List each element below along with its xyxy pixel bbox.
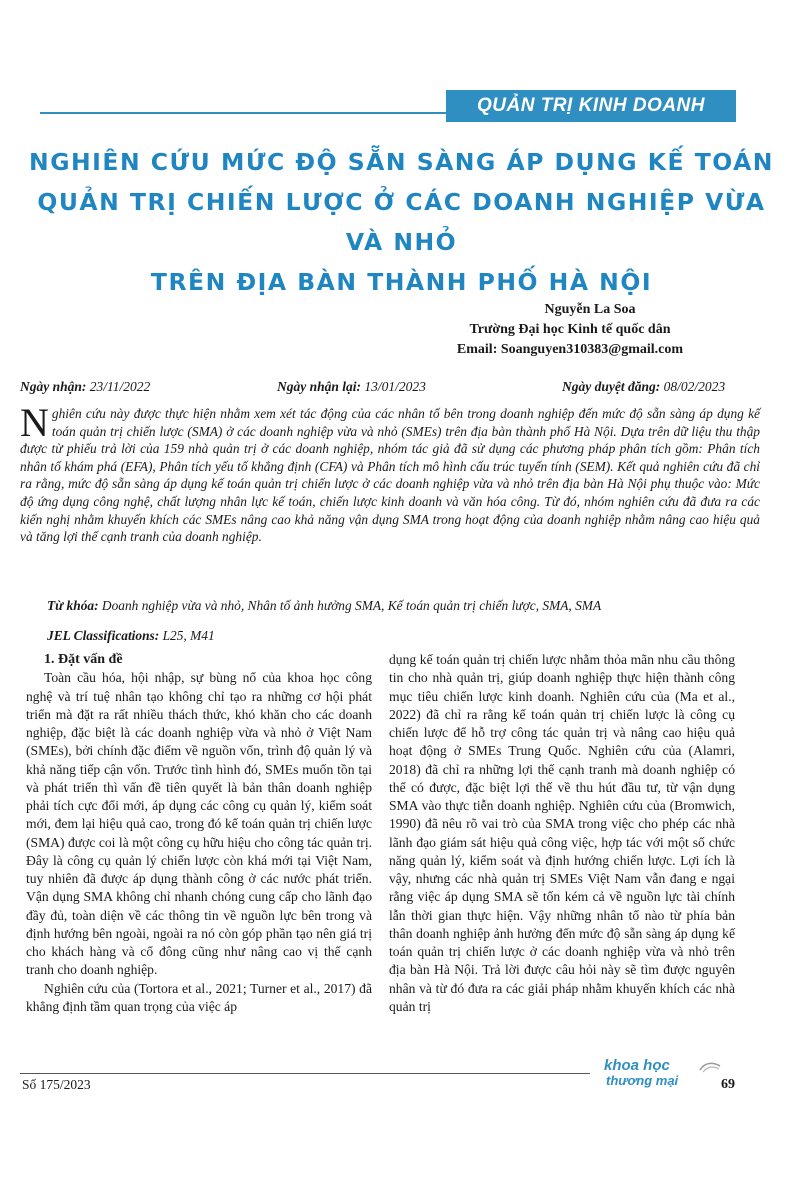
journal-logo-line-2: thương mại — [606, 1073, 679, 1088]
jel-label: JEL Classifications: — [47, 628, 160, 643]
author-block — [380, 300, 760, 360]
author-name: Nguyễn La Soa — [544, 302, 636, 317]
journal-logo — [604, 1058, 692, 1088]
body-paragraph: Nghiên cứu của (Tortora et al., 2021; Turner et al., 2017) đã khẳng định tầm quan trọng của việc áp — [26, 980, 372, 1014]
author-affiliation: Trường Đại học Kinh tế quốc dân — [469, 322, 671, 337]
body-column-left — [26, 651, 372, 1016]
date-received: Ngày nhận: 23/11/2022 — [20, 379, 151, 394]
header-rule — [40, 112, 446, 114]
keywords-text: Doanh nghiệp vừa và nhỏ, Nhân tố ảnh hưởng SMA, Kế toán quản trị chiến lược, SMA, SMA — [101, 598, 602, 613]
article-title — [20, 142, 783, 302]
keywords — [47, 597, 760, 615]
keywords-label: Từ khóa: — [47, 598, 99, 613]
issue-number: Số 175/2023 — [22, 1077, 91, 1092]
title-line-2: QUẢN TRỊ CHIẾN LƯỢC Ở CÁC DOANH NGHIỆP VỪA VÀ NHỎ — [37, 188, 766, 256]
section-tag: QUẢN TRỊ KINH DOANH — [446, 90, 736, 122]
body-column-right — [389, 651, 735, 1016]
title-line-1: NGHIÊN CỨU MỨC ĐỘ SẴN SÀNG ÁP DỤNG KẾ TOÁN — [29, 148, 774, 176]
jel-text: L25, M41 — [162, 628, 215, 643]
dates-row — [20, 379, 760, 397]
body-paragraph: Toàn cầu hóa, hội nhập, sự bùng nổ của khoa học công nghệ và trí tuệ nhân tạo không chỉ tạo ra những cơ hội phát triển mà đặt ra rất nhiều thách thức, khó khăn cho các doanh nghiệp, đặc biệt là các doanh nghiệp vừa và nhỏ ở Việt Nam (SMEs), bởi chính đặc điểm về nguồn vốn, trình độ quản lý và khả năng tiếp cận vốn. Trước tình hình đó, SMEs muốn tồn tại và phát triển thì vấn đề tiên quyết là bản thân doanh nghiệp phải tích cực đổi mới, áp dụng các công cụ quản lý, kiểm soát mới, đem lại hiệu quả cao, trong đó kế toán quản trị chiến lược (SMA) được coi là một công cụ hữu hiệu cho công tác quản trị. Đây là công cụ quản lý chiến lược còn khá mới tại Việt Nam, tuy nhiên đã được áp dụng thành công ở các nước phát triển. Vận dụng SMA không chỉ nhanh chóng cung cấp cho lãnh đạo đầy đủ, toàn diện về các thông tin về nguồn lực bên trong và định hướng bên ngoài, ngoài ra nó còn góp phần tạo nên giá trị cho khách hàng và cổ đông cũng như nâng cao vị thế cạnh tranh cho doanh nghiệp. — [26, 670, 372, 978]
author-email[interactable]: Email: Soanguyen310383@gmail.com — [456, 342, 684, 357]
jel-classifications — [47, 627, 760, 645]
abstract-text: ghiên cứu này được thực hiện nhằm xem xét tác động của các nhân tố bên trong doanh nghiệp đến mức độ sẵn sàng áp dụng kế toán quản trị chiến lược (SMA) ở các doanh nghiệp vừa và nhỏ (SMEs) trên địa bàn thành phố Hà Nội. Dựa trên dữ liệu thu thập được từ phiếu trả lời của 159 nhà quản trị ở các doanh nghiệp, nhóm tác giả đã sử dụng các phương pháp phân tích gồm: Phân tích nhân tố khám phá (EFA), Phân tích yếu tố khẳng định (CFA) và Phân tích mô hình cấu trúc tuyến tính (SEM). Kết quả nghiên cứu đã chỉ ra rằng, mức độ sẵn sàng áp dụng kế toán quản trị chiến lược ở các doanh nghiệp vừa và nhỏ trên địa bàn Hà Nội phụ thuộc vào: Mức độ ứng dụng công nghệ, chất lượng nhân lực kế toán, chiến lược kinh doanh và văn hóa công. Từ đó, nhóm nghiên cứu đã đưa ra các kiến nghị nhằm khuyến khích các SMEs nâng cao khả năng vận dụng SMA trong hoạt động của doanh nghiệp nhằm nâng cao hiệu quả và tăng lợi thế cạnh tranh của doanh nghiệp. — [20, 406, 760, 545]
section-heading: 1. Đặt vấn đề — [44, 652, 123, 667]
page-number: 69 — [721, 1077, 735, 1092]
title-line-3: TRÊN ĐỊA BÀN THÀNH PHỐ HÀ NỘI — [150, 268, 653, 296]
footer-rule — [20, 1073, 590, 1074]
abstract — [20, 400, 760, 546]
swirl-icon — [699, 1061, 721, 1073]
date-revised: Ngày nhận lại: 13/01/2023 — [277, 379, 426, 394]
abstract-dropcap: N — [20, 400, 49, 445]
date-approved: Ngày duyệt đăng: 08/02/2023 — [562, 379, 726, 394]
journal-logo-line-1: khoa học — [604, 1057, 670, 1074]
body-paragraph: dụng kế toán quản trị chiến lược nhằm thỏa mãn nhu cầu thông tin cho nhà quản trị, giúp doanh nghiệp thực hiện thành công mục tiêu chiến lược kinh doanh. Nghiên cứu của (Ma et al., 2022) đã chỉ ra rằng kế toán quản trị chiến lược là công cụ chiến lược để hỗ trợ công tác quản trị và nâng cao hiệu quả hoạt động ở SMEs Trung Quốc. Nghiên cứu của (Alamri, 2018) đã chỉ ra những lợi thế cạnh tranh mà doanh nghiệp có thể có được, đặc biệt lợi thế về thu hút đầu tư, từ vận dụng SMA vào thực tiễn doanh nghiệp. Nghiên cứu của (Bromwich, 1990) đã nêu rõ vai trò của SMA trong việc cho phép các nhà lãnh đạo giám sát hiệu quả công việc, hợp tác với một số chức năng quản lý, kiểm soát và định hướng chiến lược. Lợi ích là vậy, nhưng các nhà quản trị SMEs Việt Nam vẫn đang e ngại rằng việc áp dụng SMA sẽ tốn kém cả về nguồn lực tài chính lẫn thời gian thực hiện. Vậy những nhân tố nào từ phía bản thân doanh nghiệp ảnh hưởng đến mức độ sẵn sàng áp dụng kế toán quản trị chiến lược ở các doanh nghiệp vừa và nhỏ trên địa bàn Hà Nội. Trả lời được câu hỏi này sẽ tìm được nguyên nhân và từ đó đưa ra các giải pháp nhằm khuyến khích các nhà quản trị — [389, 652, 735, 1014]
